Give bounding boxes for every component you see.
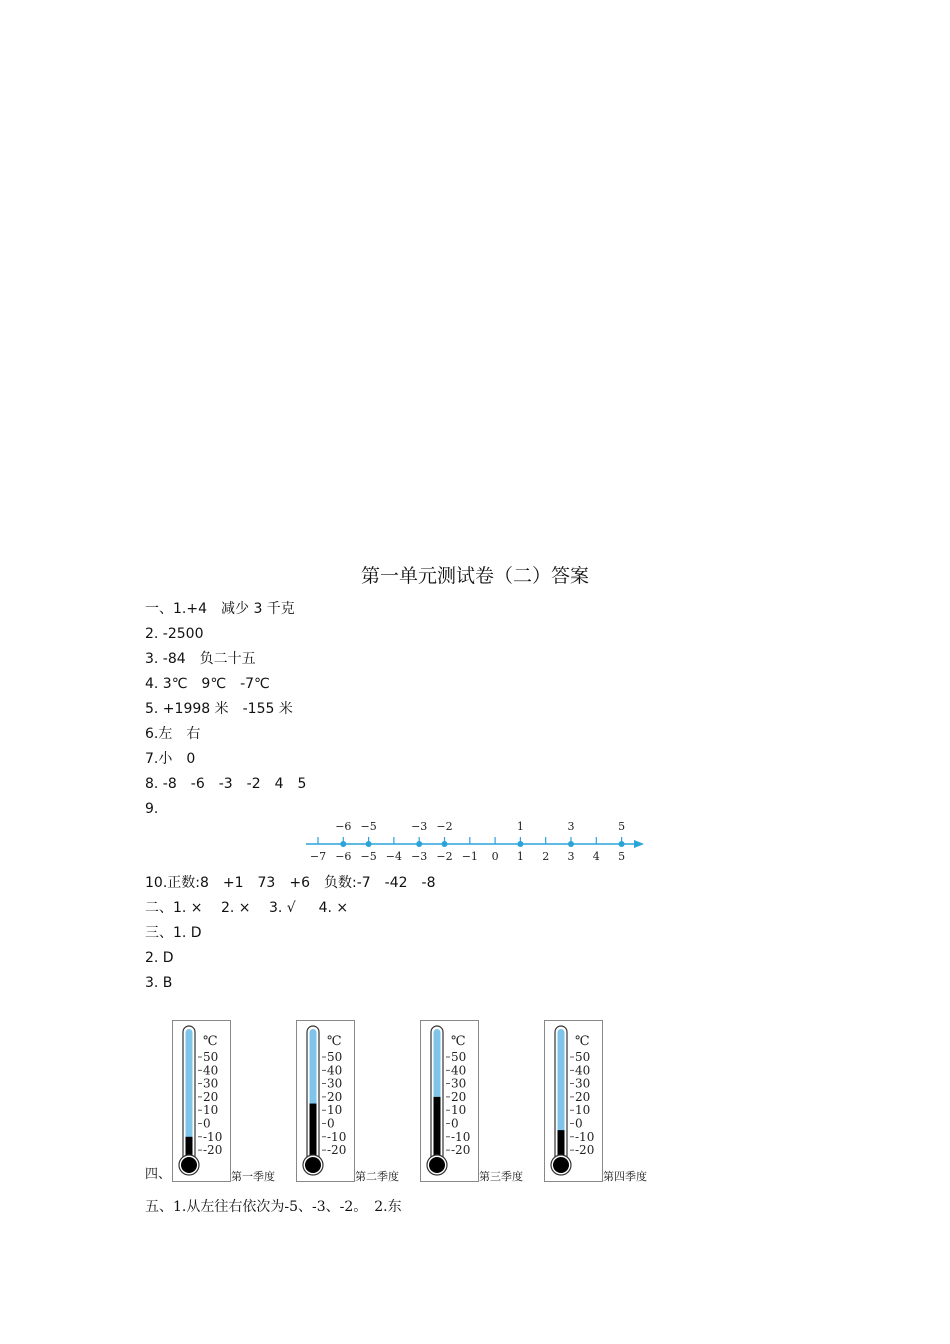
number-line-point — [619, 841, 625, 847]
answer-line-11: 二、1. × 2. × 3. √ 4. × — [145, 900, 349, 916]
thermometer-scale-label: 30 — [327, 1076, 343, 1091]
thermometer-scale-label: 50 — [451, 1050, 467, 1064]
answer-line-15: 四、 — [145, 1167, 172, 1182]
thermometer — [296, 1020, 356, 1182]
thermometer-scale-label: 30 — [203, 1076, 219, 1091]
thermometer-scale-label: 10 — [327, 1103, 343, 1118]
thermometer-bulb — [553, 1157, 569, 1173]
number-line-point — [442, 841, 448, 847]
thermometer-scale-label: -20 — [575, 1143, 595, 1158]
answer-line-2: 2. -2500 — [145, 626, 204, 642]
answer-line-12: 三、1. D — [145, 925, 202, 941]
number-line-point-label: 1 — [516, 820, 524, 833]
thermometer-scale-label: 50 — [575, 1050, 591, 1064]
thermometer-caption: 第一季度 — [231, 1170, 275, 1183]
answer-line-16: 五、1.从左往右依次为-5、-3、-2。 2.东 — [145, 1199, 402, 1215]
thermometer-unit: ℃ — [203, 1034, 218, 1049]
thermometer-scale-label: 20 — [327, 1089, 343, 1104]
thermometer-scale-label: -20 — [451, 1143, 471, 1158]
number-line-tick-label: −3 — [411, 850, 428, 863]
thermometer-scale-label: -10 — [451, 1129, 471, 1144]
number-line-point-label: −5 — [360, 820, 377, 833]
number-line-point — [340, 841, 346, 847]
thermometer-frame — [297, 1021, 355, 1182]
answer-line-7: 7.小 0 — [145, 751, 196, 767]
answer-line-5: 5. +1998 米 -155 米 — [145, 701, 293, 717]
thermometer-scale-label: 50 — [327, 1050, 343, 1064]
answer-line-10: 10.正数:8 +1 73 +6 负数:-7 -42 -8 — [145, 875, 436, 891]
thermometer-scale-label: 0 — [327, 1116, 335, 1131]
thermometer-scale-label: 0 — [451, 1116, 459, 1131]
thermometer-scale-label: 40 — [575, 1063, 591, 1078]
number-line-tick-label: 1 — [516, 850, 524, 863]
thermometer-scale-label: 20 — [451, 1089, 467, 1104]
thermometer — [172, 1020, 232, 1182]
thermometer-scale-label: 20 — [575, 1089, 591, 1104]
number-line-tick-label: 3 — [567, 850, 575, 863]
thermometer-scale-label: 0 — [575, 1116, 583, 1131]
number-line-point-label: 3 — [567, 820, 575, 833]
number-line-tick-label: 0 — [491, 850, 499, 863]
thermometer-scale-label: -10 — [327, 1129, 347, 1144]
thermometer-scale-label: 40 — [451, 1063, 467, 1078]
thermometer-frame — [421, 1021, 479, 1182]
number-line-tick-label: 2 — [542, 850, 550, 863]
thermometer-scale-label: -10 — [575, 1129, 595, 1144]
number-line-tick-label: −7 — [309, 850, 327, 863]
thermometer-unit: ℃ — [451, 1034, 466, 1049]
answer-line-1: 一、1.+4 减少 3 千克 — [145, 601, 295, 617]
thermometer-unit: ℃ — [327, 1034, 342, 1049]
thermometer-scale-label: 10 — [451, 1103, 467, 1118]
thermometer-unit: ℃ — [575, 1034, 590, 1049]
number-line-figure — [300, 818, 650, 868]
thermometer — [544, 1020, 604, 1182]
thermometer — [420, 1020, 480, 1182]
page-title: 第一单元测试卷（二）答案 — [360, 565, 589, 587]
thermometer-caption: 第二季度 — [355, 1170, 399, 1183]
number-line-tick-label: 4 — [592, 850, 600, 863]
thermometer-scale-label: 40 — [203, 1063, 219, 1078]
number-line-arrow-icon — [634, 840, 644, 848]
thermometer-scale-label: 10 — [575, 1103, 591, 1118]
number-line-tick-label: −5 — [360, 850, 377, 863]
number-line-point — [416, 841, 422, 847]
number-line-tick-label: −6 — [335, 850, 352, 863]
number-line-point-label: −3 — [411, 820, 428, 833]
thermometer-scale-label: 50 — [203, 1050, 219, 1064]
thermometer-bulb — [181, 1157, 197, 1173]
thermometer-scale-label: 20 — [203, 1089, 219, 1104]
thermometer-caption: 第三季度 — [479, 1170, 523, 1183]
thermometer-bulb — [305, 1157, 321, 1173]
answer-line-4: 4. 3℃ 9℃ -7℃ — [145, 676, 270, 692]
thermometer-frame — [173, 1021, 231, 1182]
thermometer-caption: 第四季度 — [603, 1170, 647, 1183]
number-line-tick-label: −2 — [436, 850, 453, 863]
thermometer-scale-label: -20 — [203, 1143, 223, 1158]
thermometer-bulb — [429, 1157, 445, 1173]
thermometer-scale-label: 30 — [451, 1076, 467, 1091]
number-line-tick-label: −4 — [385, 850, 403, 863]
number-line-point — [517, 841, 523, 847]
thermometer-scale-label: 0 — [203, 1116, 211, 1131]
thermometer-frame — [545, 1021, 603, 1182]
number-line-tick-label: −1 — [461, 850, 478, 863]
thermometer-scale-label: 40 — [327, 1063, 343, 1078]
thermometer-scale-label: -20 — [327, 1143, 347, 1158]
thermometer-scale-label: 30 — [575, 1076, 591, 1091]
number-line-point — [366, 841, 372, 847]
thermometer-scale-label: -10 — [203, 1129, 223, 1144]
answer-line-14: 3. B — [145, 975, 173, 991]
number-line-point-label: 5 — [618, 820, 626, 833]
number-line — [306, 820, 644, 863]
answer-line-13: 2. D — [145, 950, 174, 966]
number-line-point-label: −6 — [335, 820, 352, 833]
answer-line-6: 6.左 右 — [145, 726, 201, 742]
thermometer-scale-label: 10 — [203, 1103, 219, 1118]
answer-line-8: 8. -8 -6 -3 -2 4 5 — [145, 776, 307, 792]
number-line-tick-label: 5 — [618, 850, 626, 863]
answer-line-3: 3. -84 负二十五 — [145, 651, 256, 667]
answer-line-9: 9. — [145, 801, 159, 817]
number-line-point-label: −2 — [436, 820, 453, 833]
number-line-point — [568, 841, 574, 847]
